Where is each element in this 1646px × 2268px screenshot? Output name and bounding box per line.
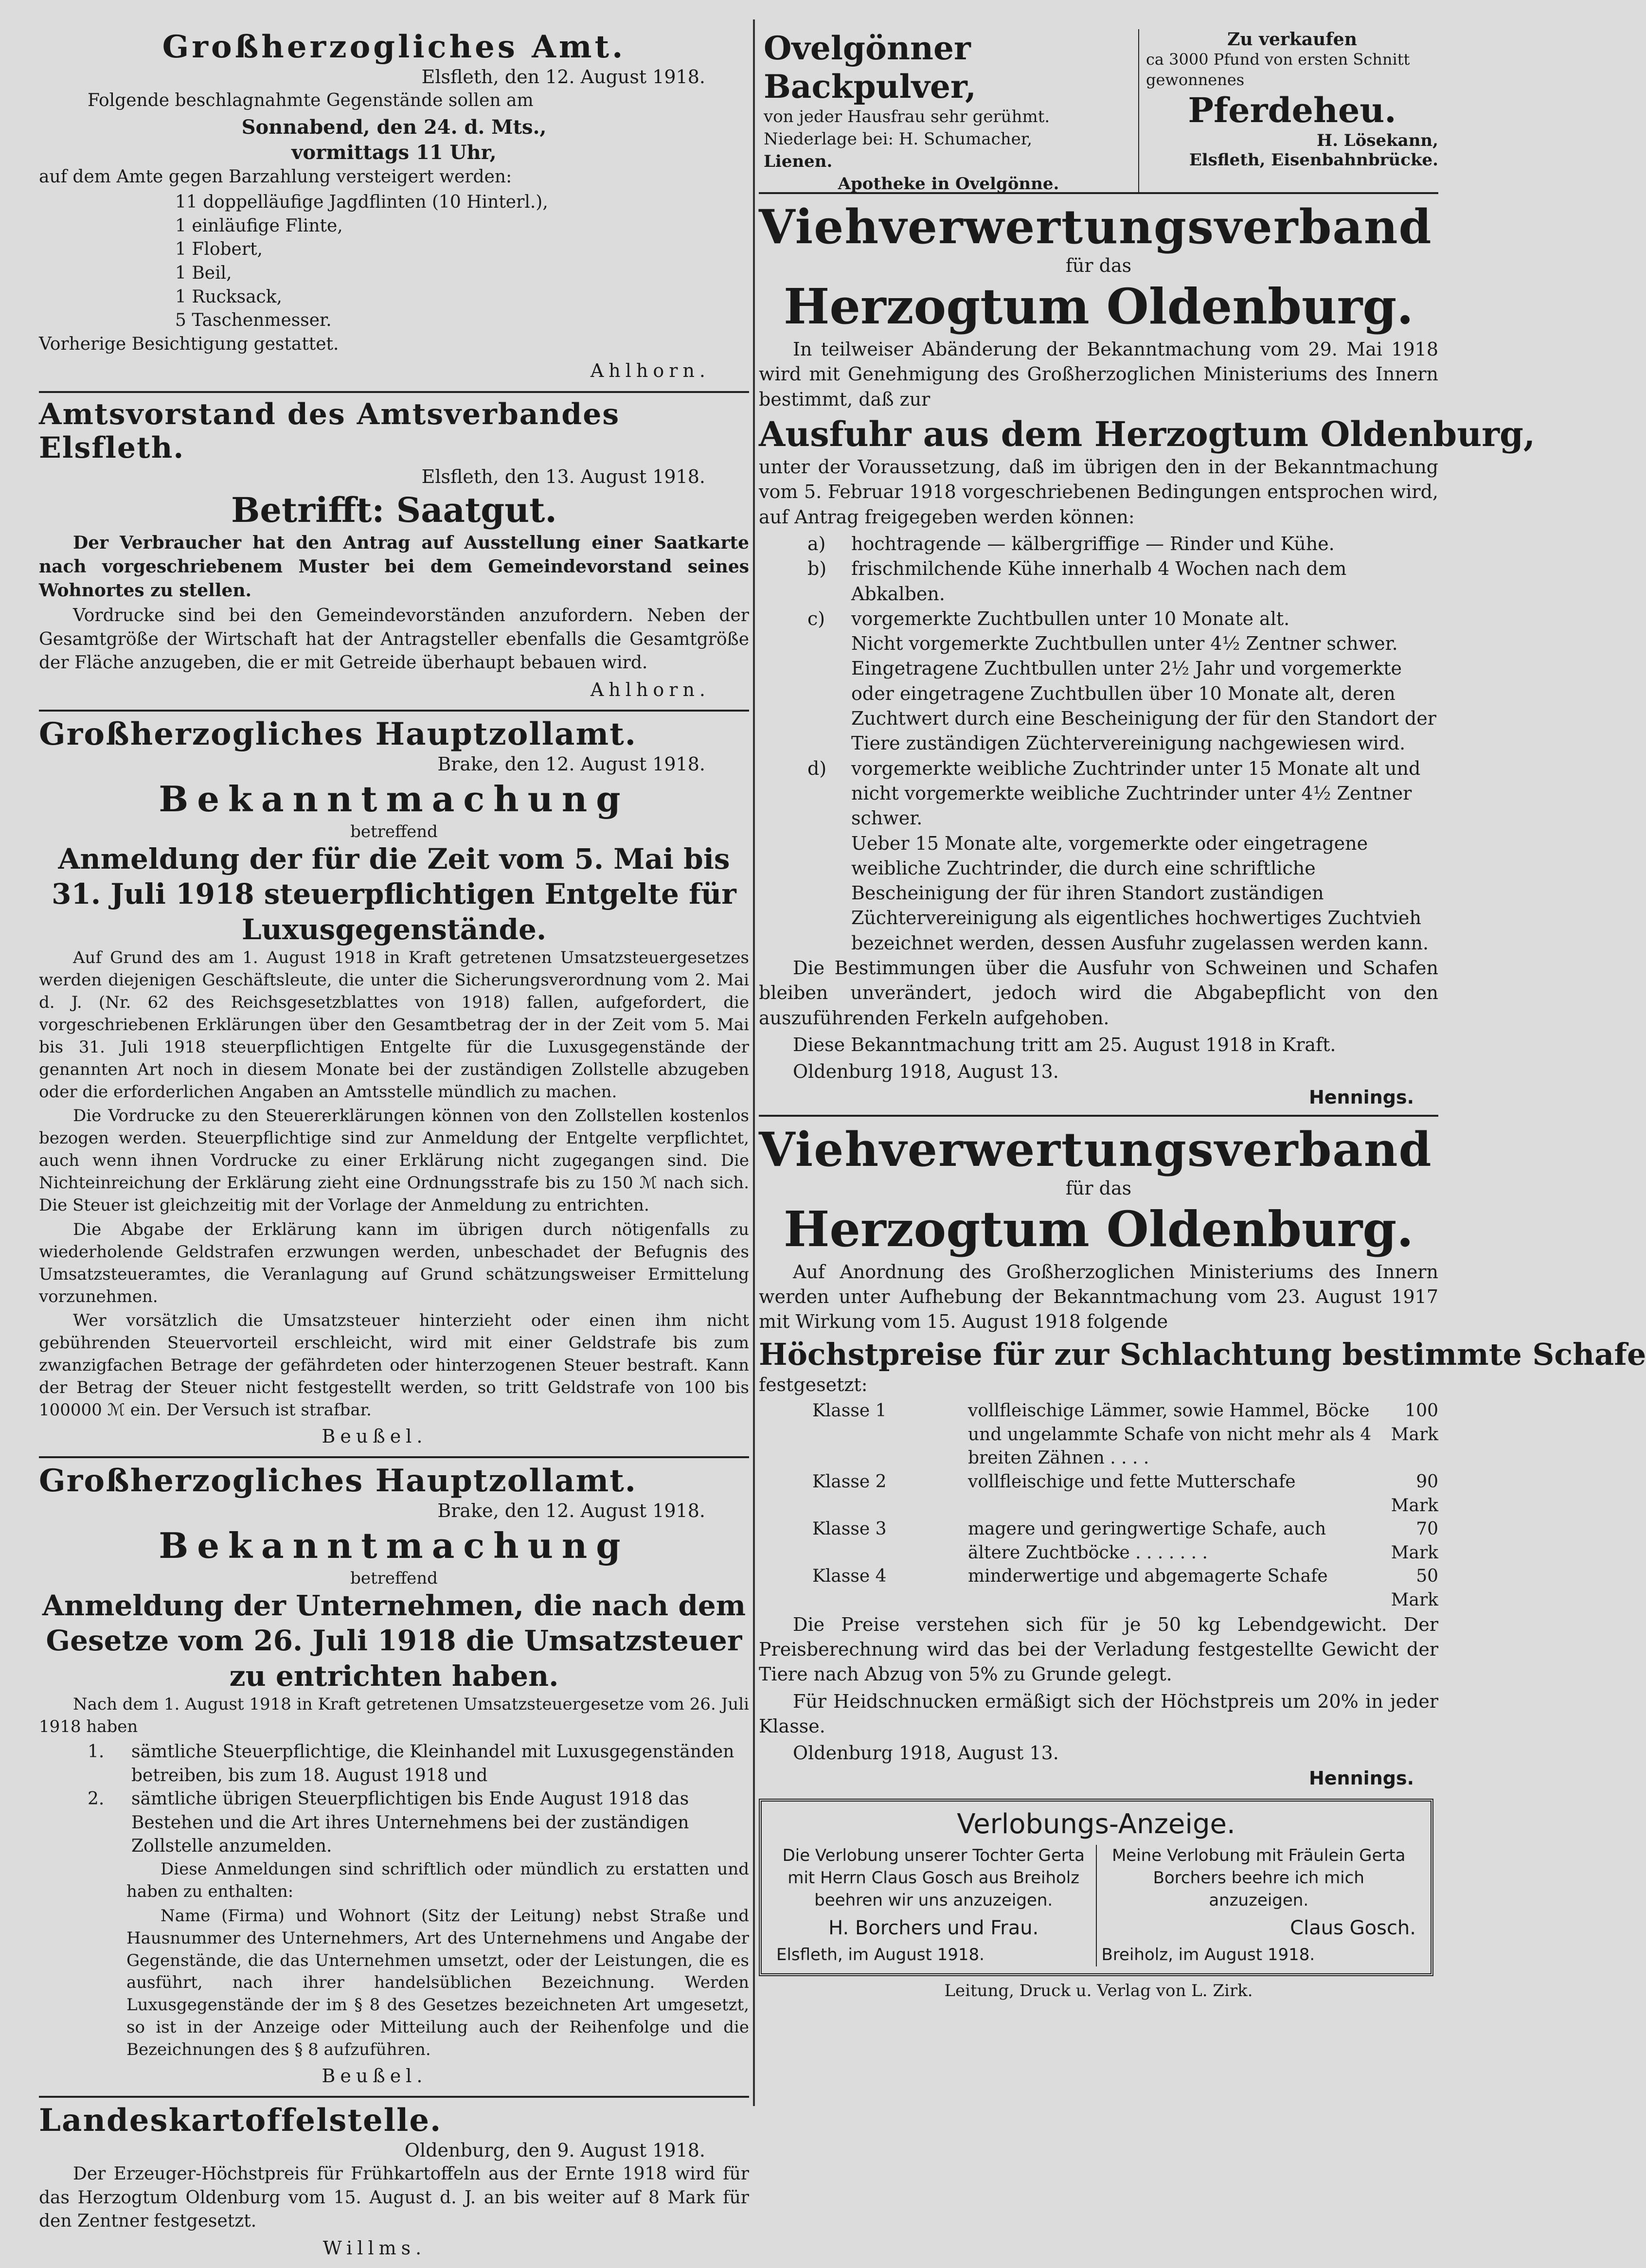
kartoffel-dateline: Oldenburg, den 9. August 1918.: [404, 2139, 705, 2161]
amt-date1: Sonnabend, den 24. d. Mts.,: [241, 115, 547, 139]
amt-line: auf dem Amte gegen Barzahlung versteigert werden:: [39, 166, 512, 187]
amt-notice: [39, 29, 749, 384]
vv2-p2: festgesetzt:: [759, 1374, 868, 1395]
vv1-fuer: für das: [1065, 255, 1132, 277]
vv1-p4: Diese Bekanntmachung tritt am 25. August 1918 in Kraft.: [793, 1034, 1336, 1055]
zoll2-notice: [39, 1463, 749, 2089]
price-row: [759, 1399, 1438, 1470]
price-value: 50 Mark: [1391, 1566, 1438, 1610]
verkauf-t2: ca 3000 Pfund von ersten Schnitt gewonnenes: [1146, 50, 1410, 89]
divider: [39, 1456, 749, 1458]
price-row: [759, 1565, 1438, 1612]
amt-items: [39, 191, 749, 333]
vv2-signature: Hennings.: [1308, 1768, 1414, 1789]
amt-signature: Ahlhorn.: [590, 360, 710, 382]
vv2-herzogtum: Herzogtum Oldenburg.: [783, 1200, 1414, 1258]
verlobung-ad: [759, 1799, 1433, 1976]
amt-item: 11 doppelläufige Jagdflinten (10 Hinterl.),: [175, 192, 548, 213]
vv1-b: frischmilchende Kühe innerhalb 4 Wochen nach dem Abkalben.: [851, 558, 1347, 605]
price-table: [759, 1399, 1438, 1612]
price-class: Klasse 4: [812, 1566, 887, 1587]
footer-imprint: Leitung, Druck u. Verlag von L. Zirk.: [944, 1981, 1253, 2000]
verlobung-right-text: Meine Verlobung mit Fräulein Gerta Borchers beehre ich mich anzuzeigen.: [1111, 1846, 1406, 1911]
amt-date2: vormittags 11 Uhr,: [291, 141, 497, 164]
zoll1-betreffend: betreffend: [350, 821, 438, 841]
zoll1-notice: [39, 716, 749, 1449]
right-column: [759, 29, 1646, 2000]
zoll2-p1: Nach dem 1. August 1918 in Kraft getretenen Umsatzsteuergesetze vom 26. Juli 1918 haben: [39, 1695, 749, 1737]
vv1-ausfuhr: Ausfuhr aus dem Herzogtum Oldenburg,: [759, 414, 1536, 455]
amtsvorstand-p2: Vordrucke sind bei den Gemeindevorständen anzufordern. Neben der Gesamtgröße der Wirtschaft hat der Antragsteller ebenfalls die Gesamtgröße der Fläche anzugeben, die er mit Getreide überhaupt bebauen wird.: [39, 606, 749, 673]
backpulver-l1: von jeder Hausfrau sehr gerühmt.: [764, 107, 1050, 127]
amtsvorstand-heading: Amtsvorstand des Amtsverbandes Elsfleth.: [39, 397, 620, 465]
amt-intro: Folgende beschlagnahmte Gegenstände sollen am: [88, 90, 534, 110]
amt-note: Vorherige Besichtigung gestattet.: [39, 334, 339, 354]
kartoffel-notice: [39, 2103, 749, 2261]
kartoffel-p1: Der Erzeuger-Höchstpreis für Frühkartoffeln aus der Ernte 1918 wird für das Herzogtum Oldenburg vom 15. August d. J. an bis weiter auf 8 Mark für den Zentner festgesetzt.: [39, 2164, 749, 2232]
zoll1-p3: Die Abgabe der Erklärung kann im übrigen durch nötigenfalls zu wiederholende Geldstrafen erzwungen werden, unbeschadet der Befugnis des Umsatzsteueramtes, die Veranlagung auf Grund schätzungsweiser Ermittelung vorzunehmen.: [39, 1219, 749, 1306]
vv1-heading: Viehverwertungsverband: [759, 199, 1432, 254]
verkauf-t4: H. Lösekann,: [1316, 131, 1438, 151]
vv2-heading: Viehverwertungsverband: [759, 1122, 1432, 1177]
backpulver-title: Ovelgönner Backpulver,: [764, 29, 976, 106]
divider: [759, 1115, 1438, 1117]
backpulver-l2: Niederlage bei: H. Schumacher,: [764, 129, 1033, 149]
verlobung-left-text: Die Verlobung unserer Tochter Gerta mit Herrn Claus Gosch aus Breiholz beehren wir uns anzuzeigen.: [782, 1846, 1085, 1911]
amt-item: 5 Taschenmesser.: [175, 310, 332, 331]
amtsvorstand-notice: [39, 398, 749, 703]
vv1-enum: a) hochtragende — kälbergriffige — Rinder und Kühe. b) frischmilchende Kühe innerhalb 4 Wochen nach dem Abkalben. c) vorgemerkte Zuchtbullen unter 10 Monate alt. Nicht vorgemerkte Zuchtbullen unter 4½ Zentner schwer. Eingetragene Zuchtbullen unter 2½ Jahr und vorgemerkte oder eingetragene Zuchtbullen über 10 Monate alt, deren Zuchtwert durch eine Bescheinigung der für den Standort der Tiere zuständigen Züchtervereinigung nachgewiesen wird. d) vorgemerkte weibliche Zuchtrinder unter 15 Monate alt und nicht vorgemerkte weibliche Zuchtrinder unter 4½ Zentner schwer. Ueber 15 Monate alte, vorgemerkte oder eingetragene weibliche Zuchtrinder, die durch eine schriftliche Bescheinigung der für ihren Standort zuständigen Züchtervereinigung als eigentliches hochwertiges Zuchtvieh bezeichnet werden, dessen Ausfuhr zugelassen werden kann.: [759, 532, 1438, 956]
zoll1-subject: Anmeldung der für die Zeit vom 5. Mai bis 31. Juli 1918 steuerpflichtigen Entgelte für Luxusgegenstände.: [52, 842, 736, 946]
amtsvorstand-dateline: Elsfleth, den 13. August 1918.: [421, 465, 705, 487]
vv1-p2: unter der Voraussetzung, daß im übrigen den in der Bekanntmachung vom 5. Februar 1918 vorgeschriebenen Bedingungen entsprochen wird, auf Antrag freigegeben werden können:: [759, 456, 1438, 528]
verlobung-title: Verlobungs-Anzeige.: [957, 1808, 1235, 1840]
price-row: [759, 1518, 1438, 1565]
divider: [39, 2096, 749, 2098]
price-value: 90 Mark: [1391, 1472, 1438, 1516]
price-row: [759, 1470, 1438, 1518]
amt-item: 1 Rucksack,: [175, 286, 282, 307]
zoll1-heading: Großherzogliches Hauptzollamt.: [39, 716, 637, 753]
vv2-p5: Oldenburg 1918, August 13.: [793, 1742, 1059, 1764]
zoll2-subject: Anmeldung der Unternehmen, die nach dem Gesetze vom 26. Juli 1918 die Umsatzsteuer zu entrichten haben.: [42, 1589, 746, 1693]
zoll1-title: Bekanntmachung: [159, 778, 629, 820]
zoll2-dateline: Brake, den 12. August 1918.: [437, 1500, 705, 1521]
backpulver-l3: Lienen.: [764, 152, 833, 172]
vv1-c2: Nicht vorgemerkte Zuchtbullen unter 4½ Zentner schwer. Eingetragene Zuchtbullen unter 2½ Jahr und vorgemerkte oder eingetragene Zuchtbullen über 10 Monate alt, deren Zuchtwert durch eine Bescheinigung der für den Standort der Tiere zuständigen Züchtervereinigung nachgewiesen wird.: [851, 633, 1436, 754]
amt-item: 1 Beil,: [175, 263, 232, 283]
vv2-p1: Auf Anordnung des Großherzoglichen Ministeriums des Innern werden unter Aufhebung der Bekanntmachung vom 23. August 1917 mit Wirkung vom 15. August 1918 folgende: [759, 1261, 1438, 1333]
verkauf-ad: [1139, 29, 1438, 192]
zoll1-p2: Die Vordrucke zu den Steuererklärungen können von den Zollstellen kostenlos bezogen werden. Steuerpflichtige sind zur Anmeldung der Entgelte verpflichtet, auch wenn ihnen Vordrucke zu einer Erklärung nicht zugegangen sind. Die Nichteinreichung der Erklärung zieht eine Ordnungsstrafe bis zu 150 ℳ nach sich. Die Steuer ist gleichzeitig mit der Vorlage der Anmeldung zu entrichten.: [39, 1106, 749, 1215]
amt-heading: Großherzogliches Amt.: [162, 29, 626, 65]
zoll2-title: Bekanntmachung: [159, 1525, 629, 1567]
vv1-herzogtum: Herzogtum Oldenburg.: [783, 278, 1414, 336]
amtsvorstand-signature: Ahlhorn.: [590, 679, 710, 700]
zoll2-e1: sämtliche Steuerpflichtige, die Kleinhandel mit Luxusgegenständen betreiben, bis zum 18. August 1918 und: [131, 1741, 734, 1786]
amt-item: 1 Flobert,: [175, 239, 263, 260]
kartoffel-signature: Willms.: [322, 2237, 427, 2259]
zoll1-signature: Beußel.: [322, 1425, 428, 1447]
vv2-p3: Die Preise verstehen sich für je 50 kg Lebendgewicht. Der Preisberechnung wird das bei der Verladung festgestellte Gewicht der Tiere nach Abzug von 5% zu Grunde gelegt.: [759, 1613, 1438, 1685]
column-divider: [753, 19, 755, 2106]
price-desc: vollfleischige und fette Mutterschafe: [968, 1472, 1296, 1492]
price-desc: minderwertige und abgemagerte Schafe: [968, 1566, 1328, 1587]
vv1-p1: In teilweiser Abänderung der Bekanntmachung vom 29. Mai 1918 wird mit Genehmigung des Großherzoglichen Ministeriums des Innern bestimmt, daß zur: [759, 339, 1438, 410]
verlobung-left-name: H. Borchers und Frau.: [828, 1917, 1039, 1940]
verkauf-t1: Zu verkaufen: [1227, 29, 1357, 50]
left-column: [39, 29, 749, 2268]
amtsvorstand-subject: Betrifft: Saatgut.: [231, 489, 557, 530]
price-class: Klasse 2: [812, 1472, 887, 1492]
zoll2-enum: 1. sämtliche Steuerpflichtige, die Kleinhandel mit Luxusgegenständen betreiben, bis zum 18. August 1918 und 2. sämtliche übrigen Steuerpflichtigen bis Ende August 1918 das Bestehen und die Art ihres Unternehmens bei der zuständigen Zollstelle anzumelden.: [39, 1740, 749, 1858]
verlobung-left: [771, 1845, 1096, 1966]
zoll1-p1: Auf Grund des am 1. August 1918 in Kraft getretenen Umsatzsteuergesetzes werden diejenigen Geschäftsleute, die unter die Sicherungsverordnung vom 2. Mai d. J. (Nr. 62 des Reichsgesetzblattes von 1918) fallen, aufgefordert, die vorgeschriebenen Erklärungen über den Gesamtbetrag der in der Zeit vom 5. Mai bis 31. Juli 1918 steuerpflichtigen Entgelte für die Luxusgegenstände der genannten Art noch in diesem Monate bei der zuständigen Zollstelle abzugeben oder die erforderlichen Angaben an Amtsstelle mündlich zu machen.: [39, 948, 749, 1102]
vv1-a: hochtragende — kälbergriffige — Rinder und Kühe.: [851, 533, 1335, 554]
verkauf-t5: Elsfleth, Eisenbahnbrücke.: [1189, 150, 1438, 170]
vv1-c: vorgemerkte Zuchtbullen unter 10 Monate alt.: [851, 607, 1290, 629]
zoll1-dateline: Brake, den 12. August 1918.: [437, 753, 705, 775]
zoll2-betreffend: betreffend: [350, 1568, 438, 1588]
top-ads: [759, 29, 1438, 194]
vv1-notice: [759, 199, 1536, 1108]
vv1-d: vorgemerkte weibliche Zuchtrinder unter 15 Monate alt und nicht vorgemerkte weibliche Zuchtrinder unter 4½ Zentner schwer.: [851, 757, 1421, 829]
verlobung-left-loc: Elsfleth, im August 1918.: [776, 1945, 984, 1965]
price-class: Klasse 1: [812, 1401, 887, 1421]
verlobung-right-name: Claus Gosch.: [1290, 1917, 1416, 1940]
price-desc: magere und geringwertige Schafe, auch ältere Zuchtböcke . . . . . . .: [968, 1519, 1326, 1563]
price-value: 70 Mark: [1391, 1519, 1438, 1563]
backpulver-ad: [759, 29, 1139, 192]
zoll2-signature: Beußel.: [322, 2065, 428, 2087]
vv2-notice: [759, 1122, 1646, 1789]
vv1-signature: Hennings.: [1308, 1086, 1414, 1108]
vv1-p5: Oldenburg 1918, August 13.: [793, 1061, 1059, 1083]
verkauf-t3: Pferdeheu.: [1188, 90, 1396, 131]
amt-item: 1 einläufige Flinte,: [175, 215, 343, 236]
vv2-fuer: für das: [1065, 1177, 1132, 1199]
price-desc: vollfleischige Lämmer, sowie Hammel, Böcke und ungelammte Schafe von nicht mehr als 4 breiten Zähnen . . . .: [968, 1401, 1372, 1468]
amt-dateline: Elsfleth, den 12. August 1918.: [421, 66, 705, 88]
price-class: Klasse 3: [812, 1519, 887, 1539]
zoll2-p2: Diese Anmeldungen sind schriftlich oder mündlich zu erstatten und haben zu enthalten:: [126, 1859, 749, 1901]
backpulver-l4: Apotheke in Ovelgönne.: [838, 174, 1059, 194]
price-value: 100 Mark: [1391, 1401, 1438, 1445]
vv2-hoechstpreise: Höchstpreise für zur Schlachtung bestimmte Schafe: [759, 1336, 1646, 1372]
verlobung-right-loc: Breiholz, im August 1918.: [1101, 1945, 1315, 1965]
amtsvorstand-p1: Der Verbraucher hat den Antrag auf Ausstellung einer Saatkarte nach vorgeschriebenem Muster bei dem Gemeindevorstand seines Wohnortes zu stellen.: [39, 533, 749, 601]
vv2-p4: Für Heidschnucken ermäßigt sich der Höchstpreis um 20% in jeder Klasse.: [759, 1690, 1438, 1737]
zoll2-heading: Großherzogliches Hauptzollamt.: [39, 1463, 637, 1500]
divider: [39, 391, 749, 393]
zoll2-p3: Name (Firma) und Wohnort (Sitz der Leitung) nebst Straße und Hausnummer des Unternehmers, Art des Unternehmens und Angabe der Gegenstände, die das Unternehmen umsetzt, oder der Leistungen, die es ausführt, nach ihrer handelsüblichen Bezeichnung. Werden Luxusgegenstände der im § 8 des Gesetzes bezeichneten Art umgesetzt, so ist in der Anzeige oder Mitteilung auch der Reihenfolge und die Bezeichnungen des § 8 aufzuführen.: [126, 1906, 749, 2060]
vv1-d2: Ueber 15 Monate alte, vorgemerkte oder eingetragene weibliche Zuchtrinder, die durch eine schriftliche Bescheinigung der für ihren Standort zuständigen Züchtervereinigung als eigentliches hochwertiges Zuchtvieh bezeichnet werden, dessen Ausfuhr zugelassen werden kann.: [851, 832, 1429, 954]
zoll1-p4: Wer vorsätzlich die Umsatzsteuer hinterzieht oder einen ihm nicht gebührenden Steuervorteil erschleicht, wird mit einer Geldstrafe bis zum zwanzigfachen Betrage der gefährdeten oder hinterzogenen Steuer bestraft. Kann der Betrag der Steuer nicht festgestellt werden, so tritt Geldstrafe von 100 bis 100000 ℳ ein. Der Versuch ist strafbar.: [39, 1311, 749, 1420]
divider: [39, 710, 749, 712]
verlobung-right: [1096, 1845, 1421, 1966]
vv1-p3: Die Bestimmungen über die Ausfuhr von Schweinen und Schafen bleiben unverändert, jedoch wird die Abgabepflicht von den auszuführenden Ferkeln aufgehoben.: [759, 957, 1438, 1029]
kartoffel-heading: Landeskartoffelstelle.: [39, 2102, 442, 2139]
zoll2-e2: sämtliche übrigen Steuerpflichtigen bis Ende August 1918 das Bestehen und die Art ihres Unternehmens bei der zuständigen Zollstelle anzumelden.: [131, 1789, 689, 1857]
